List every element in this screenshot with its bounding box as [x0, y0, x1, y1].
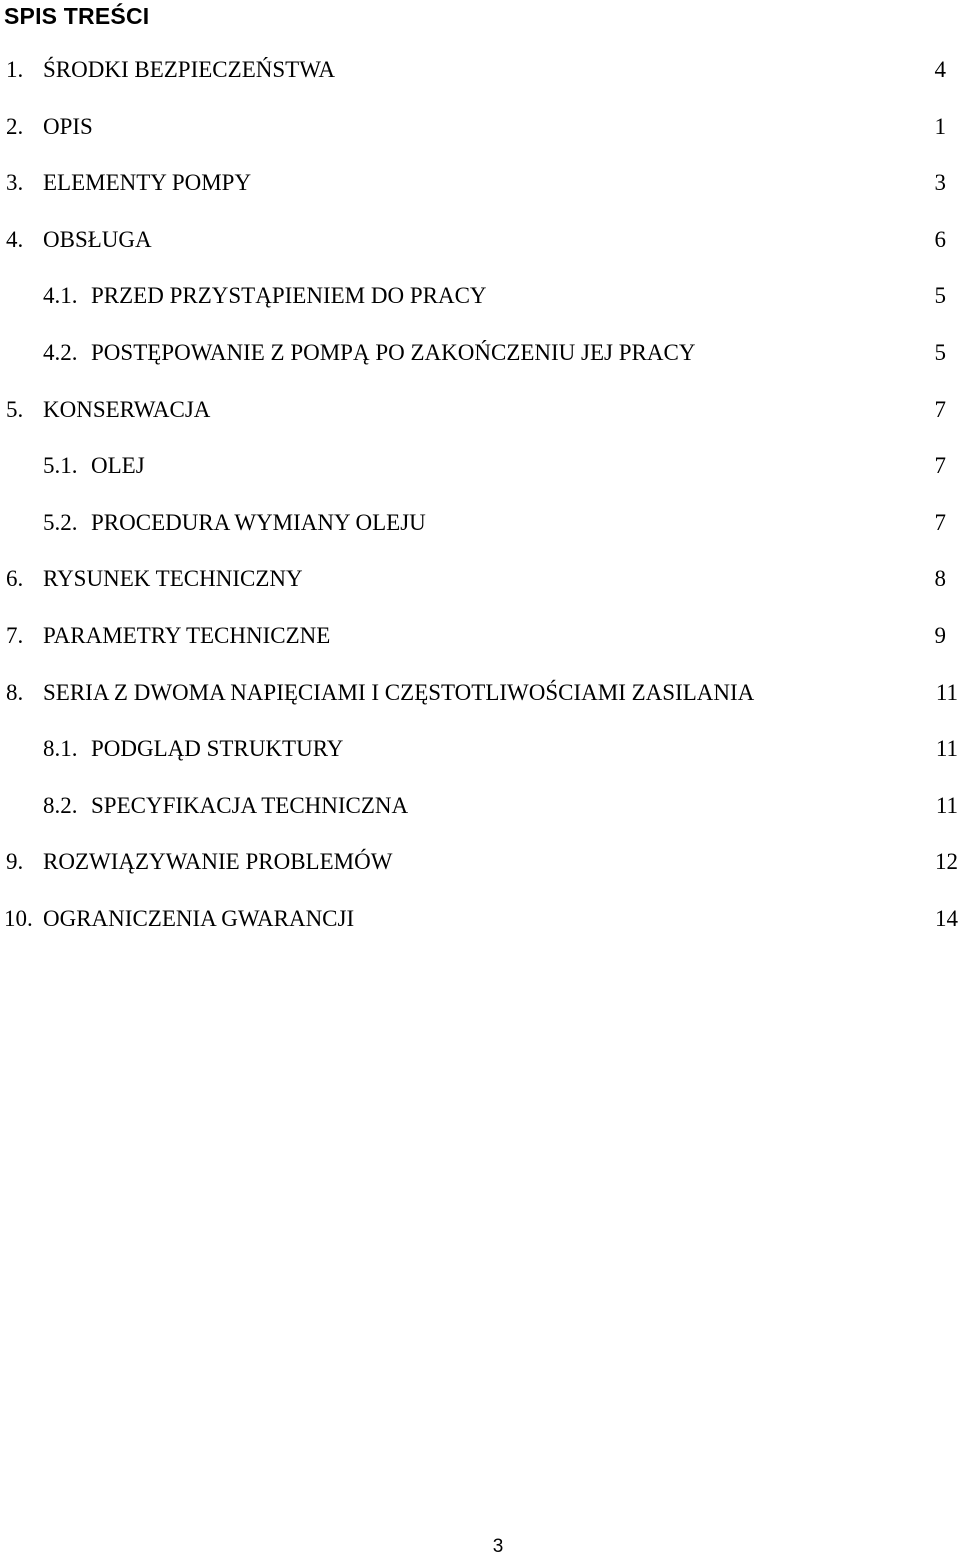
toc-entry-page: 12	[935, 849, 958, 875]
toc-entry[interactable]	[0, 113, 960, 170]
toc-entry[interactable]	[0, 226, 960, 283]
toc-entry-page: 9	[934, 622, 946, 648]
toc-entry-number: 1.	[6, 57, 24, 82]
toc-entry-number: 5.	[6, 396, 24, 422]
toc-list	[0, 56, 960, 962]
toc-entry-label: PROCEDURA WYMIANY OLEJU	[91, 509, 426, 535]
toc-entry-number: 5.1.	[43, 453, 78, 479]
toc-entry-page: 1	[934, 113, 946, 139]
toc-entry-label: SERIA Z DWOMA NAPIĘCIAMI I CZĘSTOTLIWOŚCIAMI ZASILANIA	[43, 679, 755, 705]
toc-subentry[interactable]	[0, 339, 960, 396]
toc-entry-page: 7	[934, 509, 946, 535]
toc-entry-number: 6.	[6, 566, 24, 592]
toc-subentry[interactable]	[0, 452, 960, 509]
toc-entry-page: 8	[934, 566, 946, 592]
toc-subentry[interactable]	[0, 509, 960, 566]
toc-entry-number: 9.	[6, 849, 24, 875]
toc-entry-page: 14	[935, 905, 958, 931]
toc-entry-number: 5.2.	[43, 509, 78, 535]
toc-entry-label: OLEJ	[91, 453, 145, 479]
toc-entry-label: ELEMENTY POMPY	[43, 170, 252, 196]
toc-entry-page: 3	[934, 170, 946, 196]
toc-entry[interactable]	[0, 622, 960, 679]
toc-entry-label: PODGLĄD STRUKTURY	[91, 736, 344, 762]
toc-entry-label: OGRANICZENIA GWARANCJI	[43, 905, 355, 931]
toc-entry-page: 5	[934, 339, 946, 365]
toc-entry-number: 8.1.	[43, 736, 78, 762]
toc-subentry[interactable]	[0, 792, 960, 849]
toc-entry-page: 5	[934, 283, 946, 309]
toc-entry[interactable]	[0, 679, 960, 736]
toc-entry-label: RYSUNEK TECHNICZNY	[43, 566, 303, 592]
toc-entry-number: 7.	[6, 622, 24, 648]
toc-entry[interactable]	[0, 396, 960, 453]
toc-subentry[interactable]	[0, 282, 960, 339]
toc-entry-number: 2.	[6, 113, 24, 139]
toc-entry[interactable]	[0, 56, 960, 113]
toc-entry-label: ŚRODKI BEZPIECZEŃSTWA	[43, 57, 335, 82]
toc-title: SPIS TREŚCI	[4, 3, 150, 29]
toc-entry-label: SPECYFIKACJA TECHNICZNA	[91, 792, 409, 818]
toc-entry-label: ROZWIĄZYWANIE PROBLEMÓW	[43, 849, 393, 875]
toc-entry-number: 10.	[4, 905, 33, 931]
toc-entry-number: 4.2.	[43, 339, 78, 365]
toc-entry-label: KONSERWACJA	[43, 396, 211, 422]
toc-entry-number: 3.	[6, 170, 24, 196]
toc-entry[interactable]	[0, 169, 960, 226]
toc-entry-label: PRZED PRZYSTĄPIENIEM DO PRACY	[91, 283, 487, 309]
toc-entry-page: 11	[935, 736, 958, 762]
toc-entry-page: 4	[934, 57, 946, 82]
toc-entry-label: OBSŁUGA	[43, 226, 152, 252]
toc-entry-page: 7	[934, 396, 946, 422]
page-number-text: 3	[492, 1536, 504, 1557]
toc-subentry[interactable]	[0, 735, 960, 792]
toc-entry[interactable]	[0, 848, 960, 905]
toc-entry-number: 8.2.	[43, 792, 78, 818]
page-number	[0, 1536, 960, 1558]
toc-entry-number: 4.1.	[43, 283, 78, 309]
toc-entry-label: OPIS	[43, 113, 93, 139]
toc-entry[interactable]	[0, 905, 960, 962]
toc-entry-page: 7	[934, 453, 946, 479]
toc-entry[interactable]	[0, 565, 960, 622]
toc-entry-number: 4.	[6, 226, 24, 252]
toc-entry-page: 11	[935, 792, 958, 818]
toc-entry-page: 11	[935, 679, 958, 705]
toc-entry-page: 6	[934, 226, 946, 252]
toc-entry-number: 8.	[6, 679, 24, 705]
toc-entry-label: POSTĘPOWANIE Z POMPĄ PO ZAKOŃCZENIU JEJ PRACY	[91, 339, 696, 365]
toc-entry-label: PARAMETRY TECHNICZNE	[43, 622, 331, 648]
